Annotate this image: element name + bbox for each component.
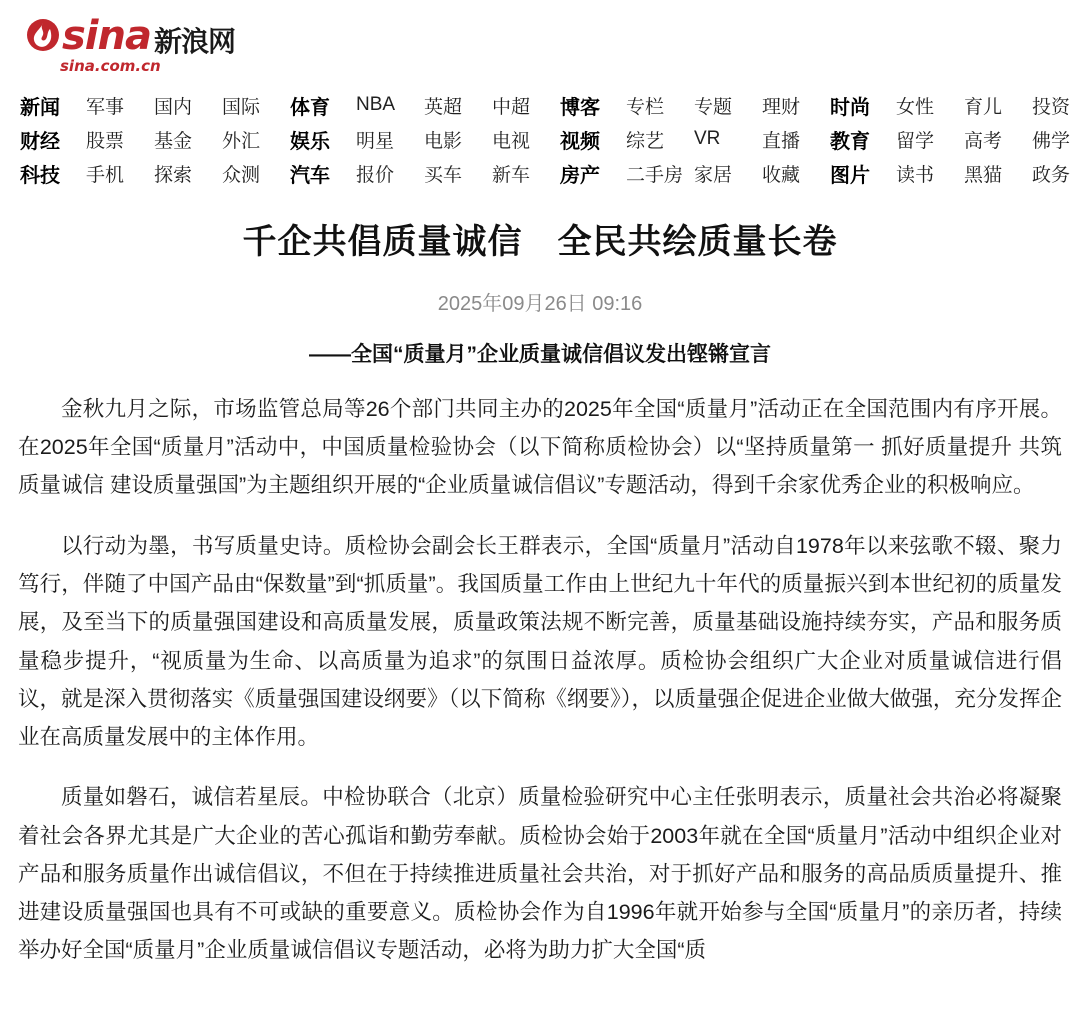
nav-link[interactable]: 电影: [424, 130, 463, 152]
nav-link[interactable]: 家居: [694, 164, 733, 186]
nav-link[interactable]: 直播: [762, 130, 801, 152]
nav-row: [560, 88, 830, 122]
article-timestamp: 2025年09月26日 09:16: [437, 292, 643, 315]
nav-link[interactable]: 专题: [694, 96, 733, 118]
nav-link[interactable]: 外汇: [222, 130, 261, 152]
nav-link[interactable]: 投资: [1032, 96, 1071, 118]
nav-head-fashion[interactable]: 时尚: [830, 96, 870, 119]
nav-head-photo[interactable]: 图片: [830, 164, 870, 187]
article-body: [18, 390, 1062, 970]
nav-link[interactable]: 收藏: [762, 164, 801, 186]
nav-link[interactable]: 理财: [762, 96, 801, 118]
nav-link[interactable]: 探索: [154, 164, 193, 186]
nav-link[interactable]: VR: [694, 128, 721, 149]
nav-link[interactable]: 基金: [154, 130, 193, 152]
nav-link[interactable]: 军事: [86, 96, 125, 118]
nav-row: [20, 122, 290, 156]
nav-head-realestate[interactable]: 房产: [560, 164, 600, 187]
nav-column: [20, 88, 290, 190]
nav-row: [830, 122, 1080, 156]
site-logo[interactable]: [0, 0, 1080, 80]
nav-column: [560, 88, 830, 190]
nav-link[interactable]: 买车: [424, 164, 463, 186]
nav-head-video[interactable]: 视频: [560, 130, 600, 153]
logo-wordmark: sina: [62, 13, 151, 59]
logo-wordmark-cn: 新浪网: [154, 26, 236, 57]
nav-link[interactable]: 专栏: [626, 96, 665, 118]
logo-domain: sina.com.cn: [60, 57, 161, 75]
main-nav: [20, 88, 1071, 190]
nav-row: [20, 156, 290, 190]
nav-head-entertainment[interactable]: 娱乐: [290, 130, 330, 153]
nav-link[interactable]: 众测: [222, 164, 261, 186]
nav-head-blog[interactable]: 博客: [560, 96, 600, 119]
nav-head-education[interactable]: 教育: [830, 130, 870, 153]
nav-link[interactable]: 佛学: [1032, 130, 1071, 152]
nav-link[interactable]: 育儿: [964, 96, 1003, 118]
nav-link[interactable]: 读书: [896, 164, 935, 186]
nav-link[interactable]: 报价: [356, 164, 395, 186]
nav-link[interactable]: 政务: [1032, 164, 1071, 186]
nav-link[interactable]: 英超: [424, 96, 463, 118]
nav-link[interactable]: 女性: [896, 96, 935, 118]
nav-link[interactable]: 黑猫: [964, 164, 1003, 186]
nav-head-news[interactable]: 新闻: [20, 96, 60, 119]
article-subtitle: ——全国“质量月”企业质量诚信倡议发出铿锵宣言: [309, 342, 771, 366]
nav-link[interactable]: 电视: [492, 130, 531, 152]
nav-column: [830, 88, 1080, 190]
nav-head-sports[interactable]: 体育: [290, 96, 330, 119]
nav-link[interactable]: 中超: [492, 96, 531, 118]
nav-link[interactable]: 手机: [86, 164, 125, 186]
article-paragraph: 以行动为墨，书写质量史诗。质检协会副会长王群表示，全国“质量月”活动自1978年以来弦歌不辍、聚力笃行，伴随了中国产品由“保数量”到“抓质量”。我国质量工作由上世纪九十年代的质量振兴到本世纪初的质量发展，及至当下的质量强国建设和高质量发展，质量政策法规不断完善，质量基础设施持续夯实，产品和服务质量稳步提升，“视质量为生命、以高质量为追求”的氛围日益浓厚。质检协会组织广大企业对质量诚信进行倡议，就是深入贯彻落实《质量强国建设纲要》（以下简称《纲要》），以质量强企促进企业做大做强，充分发挥企业在高质量发展中的主体作用。: [18, 533, 1062, 750]
nav-link[interactable]: NBA: [356, 94, 396, 115]
nav-row: [560, 122, 830, 156]
nav-row: [290, 88, 560, 122]
nav-head-tech[interactable]: 科技: [20, 164, 60, 187]
nav-row: [560, 156, 830, 190]
nav-row: [830, 156, 1080, 190]
nav-link[interactable]: 高考: [964, 130, 1003, 152]
sina-flame-icon: [26, 18, 60, 52]
article-paragraph: 质量如磐石，诚信若星辰。中检协联合（北京）质量检验研究中心主任张明表示，质量社会共治必将凝聚着社会各界尤其是广大企业的苦心孤诣和勤劳奉献。质检协会始于2003年就在全国“质量月”活动中组织企业对产品和服务质量作出诚信倡议，不但在于持续推进质量社会共治，对于抓好产品和服务的高品质质量提升、推进建设质量强国也具有不可或缺的重要意义。质检协会作为自1996年就开始参与全国“质量月”的亲历者，持续举办好全国“质量月”企业质量诚信倡议专题活动，必将为助力扩大全国“质: [18, 785, 1062, 963]
nav-link[interactable]: 国内: [154, 96, 193, 118]
nav-row: [290, 156, 560, 190]
nav-link[interactable]: 国际: [222, 96, 261, 118]
nav-link[interactable]: 留学: [896, 130, 935, 152]
nav-link[interactable]: 明星: [356, 130, 395, 152]
nav-row: [20, 88, 290, 122]
nav-row: [290, 122, 560, 156]
nav-link[interactable]: 综艺: [626, 130, 665, 152]
nav-link[interactable]: 股票: [86, 130, 125, 152]
nav-head-auto[interactable]: 汽车: [290, 164, 330, 187]
nav-column: [290, 88, 560, 190]
nav-link[interactable]: 新车: [492, 164, 531, 186]
page-title: 千企共倡质量诚信 全民共绘质量长卷: [242, 223, 838, 261]
nav-row: [830, 88, 1080, 122]
article-paragraph: 金秋九月之际，市场监管总局等26个部门共同主办的2025年全国“质量月”活动正在全国范围内有序开展。在2025年全国“质量月”活动中，中国质量检验协会（以下简称质检协会）以“坚持质量第一 抓好质量提升 共筑质量诚信 建设质量强国”为主题组织开展的“企业质量诚信倡议”专题活动，得到千余家优秀企业的积极响应。: [18, 396, 1062, 498]
nav-head-finance[interactable]: 财经: [20, 130, 60, 153]
article: [0, 220, 1080, 970]
nav-link[interactable]: 二手房: [626, 164, 684, 186]
